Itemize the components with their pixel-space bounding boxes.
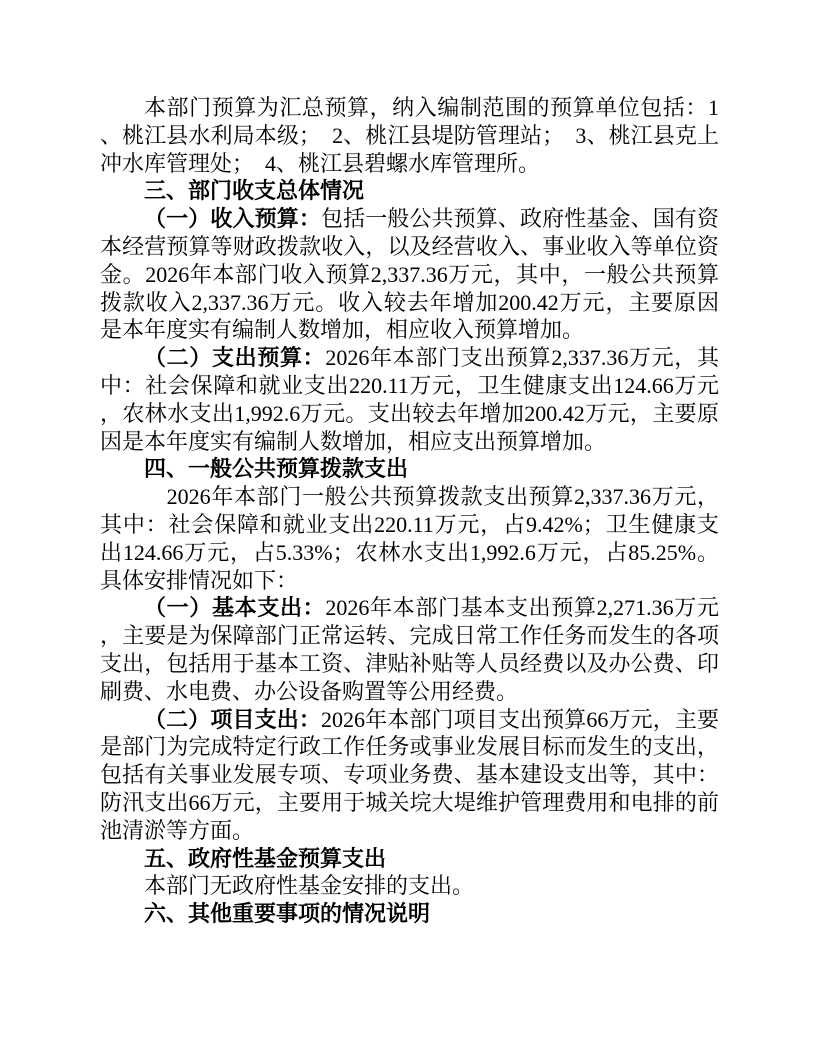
heading-text: 三、部门收支总体情况 [144, 178, 365, 204]
paragraph-text: 2026年本部门基本支出预算2,271.36万元，主要是为保障部门正常运转、完成日常工作任务而发生的各项支出，包括用于基本工资、津贴补贴等人员经费以及办公费、印刷费、水电费、办公设备购置等公用经费。 [100, 595, 719, 704]
paragraph-text: 本部门无政府性基金安排的支出。 [144, 873, 475, 899]
paragraph-text: 2026年本部门支出预算2,337.36万元，其中：社会保障和就业支出220.11万元，卫生健康支出124.66万元，农林水支出1,992.6万元。支出较去年增加200.42万元，主要原因是本年度实有编制人数增加，相应支出预算增加。 [100, 345, 719, 454]
heading-text: 六、其他重要事项的情况说明 [144, 901, 431, 927]
paragraph-lead: （一）收入预算： [144, 206, 321, 232]
paragraph-text: 2026年本部门一般公共预算拨款支出预算2,337.36万元，其中：社会保障和就业支出220.11万元，占9.42%；卫生健康支出124.66万元，占5.33%；农林水支出1,992.6万元，占85.25%。具体安排情况如下： [100, 484, 719, 593]
section-heading-4 [100, 455, 719, 483]
paragraph-text: 包括一般公共预算、政府性基金、国有资本经营预算等财政拨款收入，以及经营收入、事业收入等单位资金。2026年本部门收入预算2,337.36万元，其中，一般公共预算拨款收入2,337.36万元。收入较去年增加200.42万元，主要原因是本年度实有编制人数增加，相应收入预算增加。 [100, 206, 719, 343]
paragraph-public-budget-detail [100, 483, 719, 594]
paragraph-text: 本部门预算为汇总预算，纳入编制范围的预算单位包括：1、桃江县水利局本级； 2、桃江县堤防管理站； 3、桃江县克上冲水库管理处； 4、桃江县碧螺水库管理所。 [100, 95, 719, 176]
paragraph-lead: （二）项目支出： [144, 706, 321, 732]
paragraph-expenditure-budget [100, 344, 719, 455]
heading-text: 四、一般公共预算拨款支出 [144, 456, 409, 482]
paragraph-budget-units [100, 94, 719, 177]
section-heading-3 [100, 177, 719, 205]
section-heading-5 [100, 845, 719, 873]
paragraph-income-budget [100, 205, 719, 344]
paragraph-basic-expenditure [100, 594, 719, 705]
paragraph-project-expenditure [100, 706, 719, 845]
heading-text: 五、政府性基金预算支出 [144, 845, 387, 871]
paragraph-government-fund [100, 872, 719, 900]
section-heading-6 [100, 900, 719, 928]
paragraph-text: 2026年本部门项目支出预算66万元，主要是部门为完成特定行政工作任务或事业发展目标而发生的支出，包括有关事业发展专项、专项业务费、基本建设支出等，其中：防汛支出66万元，主要用于城关垸大堤维护管理费用和电排的前池清淤等方面。 [100, 706, 719, 843]
paragraph-lead: （二）支出预算： [144, 345, 326, 371]
paragraph-lead: （一）基本支出： [144, 595, 326, 621]
